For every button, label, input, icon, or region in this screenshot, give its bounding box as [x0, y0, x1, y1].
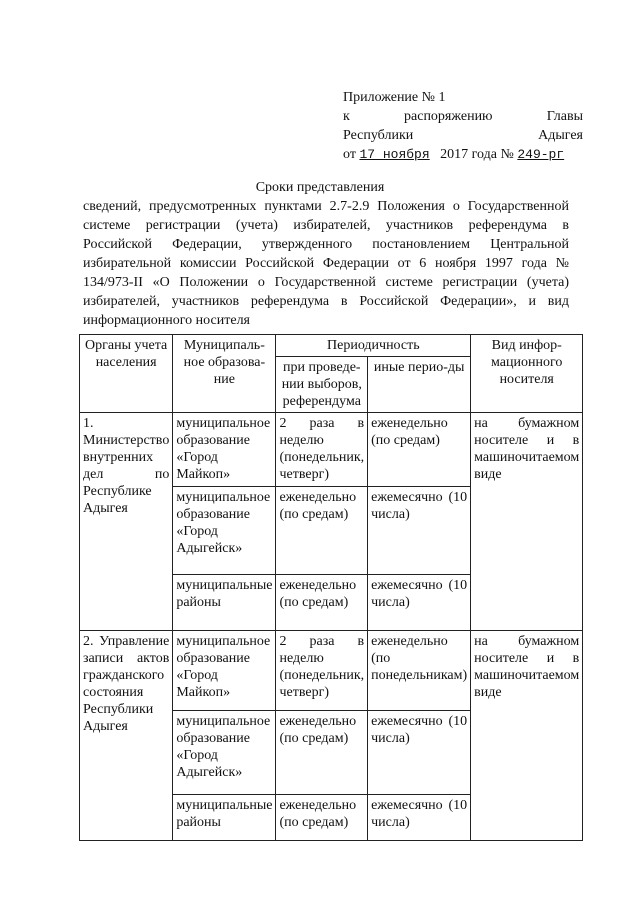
municipality-cell: муниципальное образование «Город Адыгейск»: [173, 487, 276, 575]
appendix-number: Приложение № 1: [343, 90, 446, 105]
header-periodicity: Периодичность: [276, 335, 471, 357]
appendix-republic: Республики: [343, 128, 414, 143]
medium-cell: на бумажном носителе и в машиночитаемом виде: [471, 631, 583, 841]
municipality-cell: муниципальное образование «Город Майкоп»: [173, 631, 276, 711]
appendix-head-word: Главы: [546, 109, 583, 124]
other-periods-cell: еженедельно (по средам): [368, 413, 471, 487]
municipality-cell: муниципальные районы: [173, 795, 276, 841]
elections-cell: еженедельно (по средам): [276, 575, 368, 631]
other-periods-cell: ежемесячно (10 числа): [368, 795, 471, 841]
handwritten-number: 249-рг: [517, 147, 565, 162]
header-municipality: Муниципаль-ное образова-ние: [173, 335, 276, 413]
header-medium: Вид инфор-мационного носителя: [471, 335, 583, 413]
table-row: [80, 631, 583, 711]
municipality-cell: муниципальное образование «Город Адыгейск»: [173, 711, 276, 795]
appendix-header: [343, 88, 583, 164]
elections-cell: еженедельно (по средам): [276, 487, 368, 575]
header-organs: Органы учета населения: [80, 335, 173, 413]
deadlines-table: [79, 334, 583, 841]
elections-cell: 2 раза в неделю (понедельник, четверг): [276, 631, 368, 711]
appendix-adygea: Адыгея: [538, 128, 583, 143]
header-elections: при проведе-нии выборов, референдума: [276, 357, 368, 413]
other-periods-cell: еженедельно (по понедельникам): [368, 631, 471, 711]
date-year: 2017 года №: [440, 147, 514, 162]
other-periods-cell: ежемесячно (10 числа): [368, 711, 471, 795]
table-row: [80, 413, 583, 487]
elections-cell: еженедельно (по средам): [276, 711, 368, 795]
appendix-order-word: распоряжению: [404, 109, 493, 124]
elections-cell: еженедельно (по средам): [276, 795, 368, 841]
header-other-periods: иные перио-ды: [368, 357, 471, 413]
municipality-cell: муниципальные районы: [173, 575, 276, 631]
other-periods-cell: ежемесячно (10 числа): [368, 575, 471, 631]
document-title: Сроки представления: [255, 180, 385, 195]
organ-cell: 1. Министерство внутренних дел по Республике Адыгея: [80, 413, 173, 631]
municipality-cell: муниципальное образование «Город Майкоп»: [173, 413, 276, 487]
other-periods-cell: ежемесячно (10 числа): [368, 487, 471, 575]
appendix-to: к: [343, 109, 350, 124]
medium-cell: на бумажном носителе и в машиночитаемом виде: [471, 413, 583, 631]
document-paragraph: сведений, предусмотренных пунктами 2.7-2.9 Положения о Государственной системе регистрации (учета) избирателей, участников референдума в Российской Федерации, утвержденного постановлением Центральной избирательной комиссии Российской Федерации от 6 ноября 1997 года № 134/973-II «О Положении о Государственной системе регистрации (учета) избирателей, участников референдума в Российской Федерации», и вид информационного носителя: [83, 199, 569, 328]
elections-cell: 2 раза в неделю (понедельник, четверг): [276, 413, 368, 487]
handwritten-date: 17 ноября: [359, 147, 430, 162]
organ-cell: 2. Управление записи актов гражданского состояния Республики Адыгея: [80, 631, 173, 841]
date-prefix: от: [343, 147, 356, 162]
